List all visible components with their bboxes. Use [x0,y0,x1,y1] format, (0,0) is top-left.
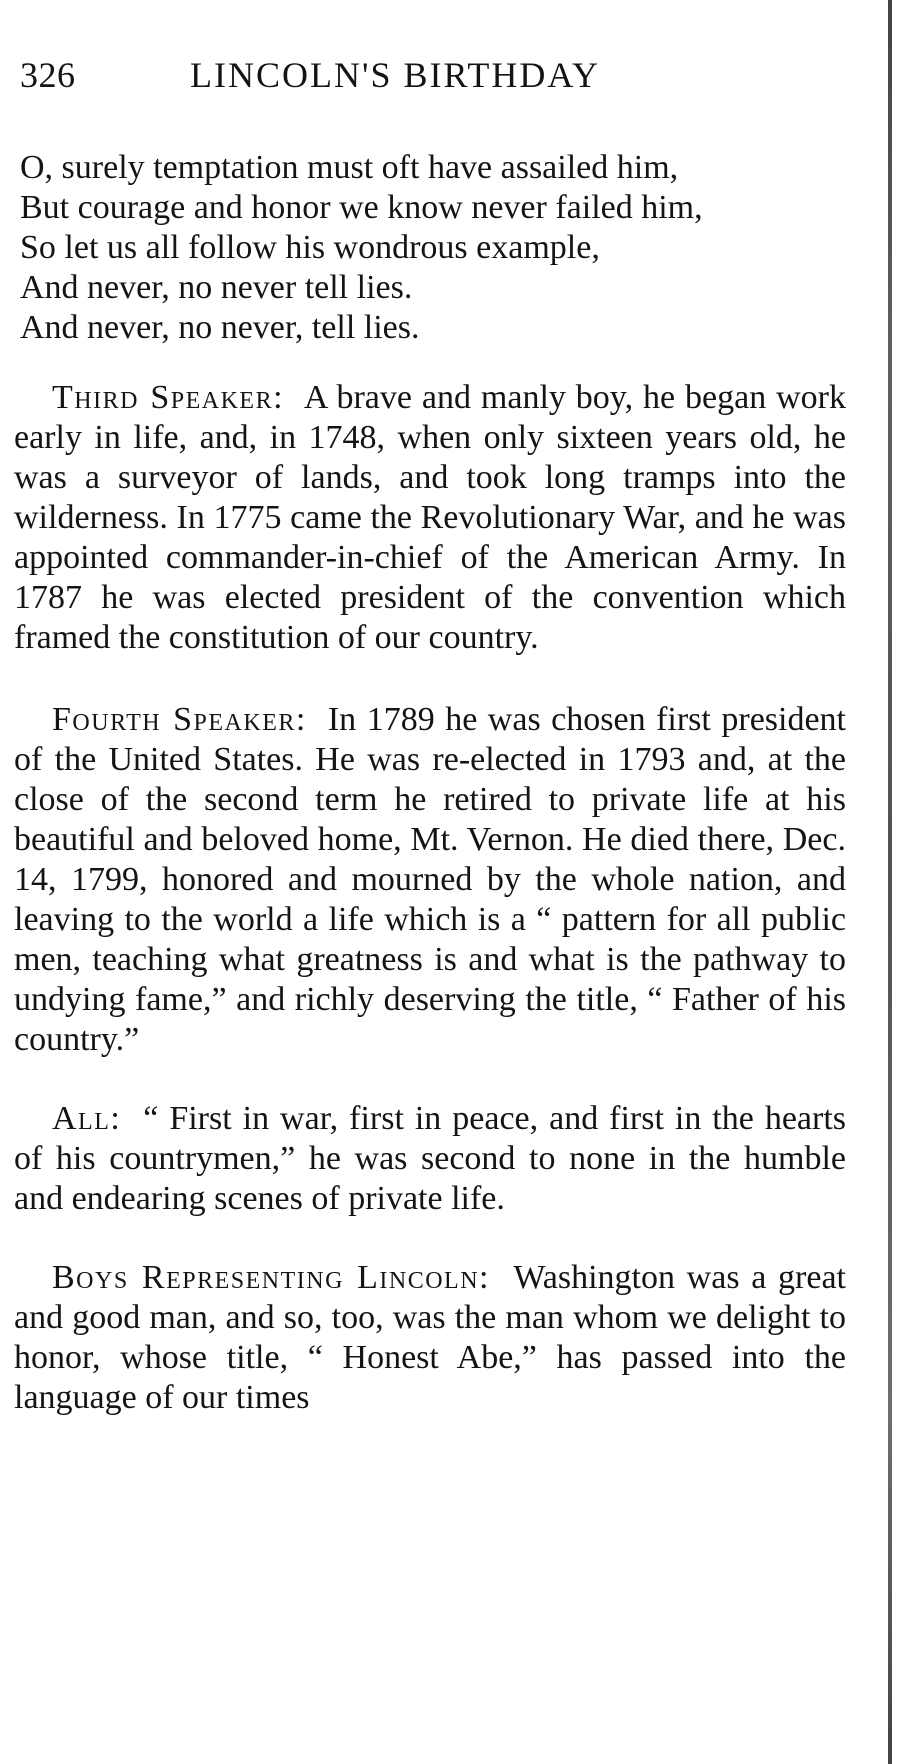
paragraph-text: A brave and manly boy, he began work early in life, and, in 1748, when only sixteen years old, he was a surveyor of lands, and took long tramps into the wilderness. In 1775 came the Revolutionary War, and he was appointed commander-in-chief of the American Army. In 1787 he was elected president of the convention which framed the constitution of our country. [14,379,846,656]
paragraph-boys-representing-lincoln [14,1258,846,1418]
paragraph-text: “ First in war, first in peace, and first in the hearts of his countrymen,” he was second to none in the humble and endearing scenes of private life. [14,1100,846,1217]
verse-stanza [20,148,860,348]
verse-line: O, surely temptation must oft have assailed him, [20,149,679,186]
verse-line: So let us all follow his wondrous example, [20,229,600,266]
paragraph-text: Washington was a great and good man, and so, too, was the man whom we delight to honor, whose title, “ Honest Abe,” has passed into the language of our times [14,1259,846,1416]
speaker-label: Third Speaker: [52,379,285,416]
running-title: LINCOLN'S BIRTHDAY [190,55,601,95]
page-header [20,54,670,114]
paragraph-all [14,1099,846,1219]
paragraph-fourth-speaker [14,700,846,1060]
speaker-label: Fourth Speaker: [52,701,307,738]
verse-line: But courage and honor we know never failed him, [20,189,703,226]
paragraph-third-speaker [14,378,846,658]
page-edge-shadow [888,0,892,1764]
verse-line: And never, no never tell lies. [20,269,413,306]
speaker-label: All: [52,1100,122,1137]
verse-line: And never, no never, tell lies. [20,309,420,346]
speaker-label: Boys Representing Lincoln: [52,1259,490,1296]
paragraph-text: In 1789 he was chosen first president of the United States. He was re-elected in 1793 and, at the close of the second term he retired to private life at his beautiful and beloved home, Mt. Vernon. He died there, Dec. 14, 1799, honored and mourned by the whole nation, and leaving to the world a life which is a “ pattern for all public men, teaching what greatness is and what is the pathway to undying fame,” and richly deserving the title, “ Father of his country.” [14,701,846,1058]
page-number: 326 [20,55,76,95]
